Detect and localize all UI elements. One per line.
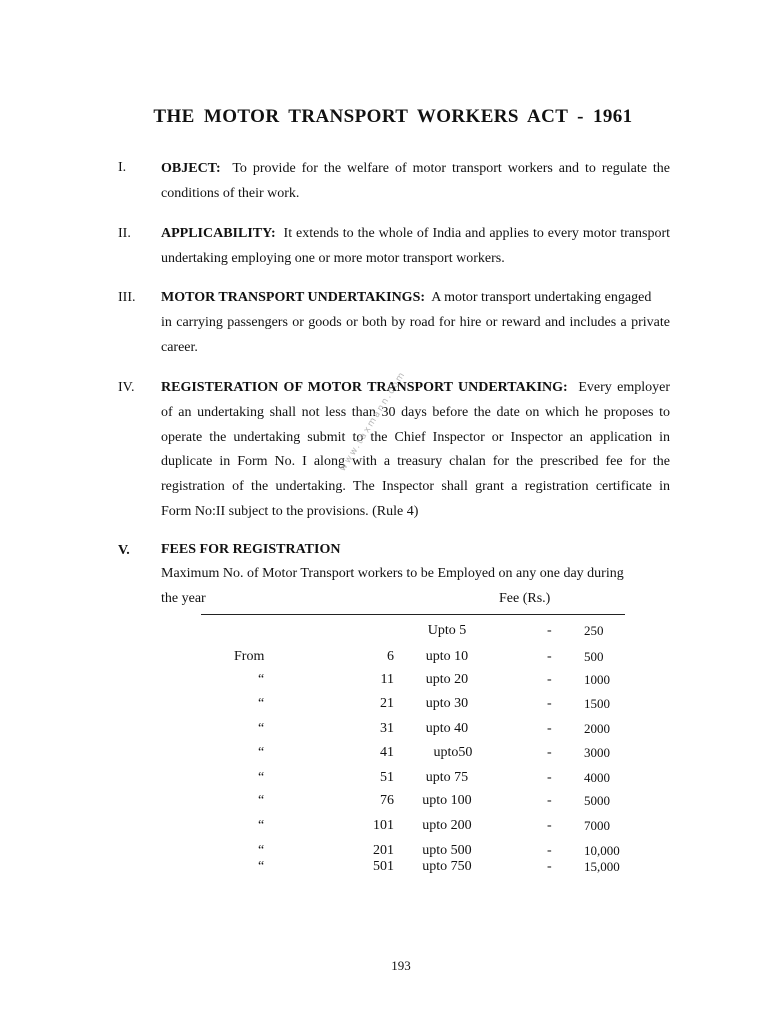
- dash-cell: -: [547, 818, 552, 833]
- dash-cell: -: [547, 843, 552, 858]
- ditto-cell: “: [258, 672, 265, 687]
- table-row: [0, 696, 768, 716]
- upto-cell: upto 100: [422, 793, 472, 808]
- start-cell: 76: [380, 793, 394, 808]
- page-title: THE MOTOR TRANSPORT WORKERS ACT - 1961: [153, 106, 633, 127]
- from-cell: From: [234, 649, 265, 664]
- dash-cell: -: [547, 721, 552, 736]
- section-undertakings: [161, 286, 670, 360]
- section-text-line: duplicate in Form No. I along with a treasury chalan for the prescribed fee for the: [161, 454, 670, 470]
- fees-year-label: the year: [161, 591, 206, 606]
- section-applicability: [161, 222, 670, 272]
- section-text-line: To provide for the welfare of motor transport workers and to regulate the: [232, 161, 670, 176]
- start-cell: 201: [373, 843, 394, 858]
- section-heading: OBJECT:: [161, 161, 221, 176]
- upto-cell: upto 40: [425, 721, 469, 736]
- fee-cell: 500: [584, 649, 604, 664]
- fee-cell: 250: [584, 623, 604, 638]
- section-number: II.: [118, 226, 131, 241]
- table-row: [0, 745, 768, 765]
- dash-cell: -: [547, 672, 552, 687]
- upto-cell: upto 30: [425, 696, 469, 711]
- start-cell: 6: [387, 649, 394, 664]
- start-cell: 11: [380, 672, 394, 687]
- fee-cell: 10,000: [584, 843, 620, 858]
- section-text-line: Every employer: [578, 380, 671, 395]
- table-row: [0, 623, 768, 643]
- fee-cell: 2000: [584, 721, 610, 736]
- fee-cell: 1000: [584, 672, 610, 687]
- upto-cell: upto 20: [425, 672, 469, 687]
- upto-cell: upto 500: [422, 843, 472, 858]
- start-cell: 51: [380, 770, 394, 785]
- dash-cell: -: [547, 745, 552, 760]
- section-text-line: in carrying passengers or goods or both by road for hire or reward and includes a private: [161, 314, 670, 330]
- section-text-line: career.: [161, 339, 198, 355]
- fee-cell: 7000: [584, 818, 610, 833]
- table-row: [0, 721, 768, 741]
- section-heading: APPLICABILITY:: [161, 226, 276, 241]
- section-text-line: registration of the undertaking. The Inspector shall grant a registration certificate in: [161, 479, 670, 495]
- fee-cell: 15,000: [584, 859, 620, 874]
- table-rule: [201, 614, 625, 615]
- section-text-line: of an undertaking shall not less than 30 days before the date on which he proposes to: [161, 404, 670, 420]
- ditto-cell: “: [258, 696, 265, 711]
- watermark: www.taxmann.com: [338, 369, 409, 474]
- section-text-line: undertaking employing one or more motor transport workers.: [161, 250, 505, 266]
- fees-subtitle: Maximum No. of Motor Transport workers to be Employed on any one day during: [161, 566, 624, 581]
- section-text-line: It extends to the whole of India and applies to every motor transport: [283, 226, 671, 241]
- dash-cell: -: [547, 793, 552, 808]
- fee-cell: 1500: [584, 696, 610, 711]
- upto-cell: upto 750: [422, 859, 472, 874]
- ditto-cell: “: [258, 745, 265, 760]
- section-text-line: conditions of their work.: [161, 185, 300, 201]
- section-number: V.: [118, 543, 130, 558]
- start-cell: 501: [373, 859, 394, 874]
- table-row: [0, 672, 768, 692]
- upto-cell: upto50: [433, 745, 473, 760]
- fee-cell: 4000: [584, 770, 610, 785]
- table-row: [0, 818, 768, 838]
- section-registration: [161, 376, 670, 525]
- table-row: [0, 859, 768, 879]
- fee-cell: 3000: [584, 745, 610, 760]
- ditto-cell: “: [258, 818, 265, 833]
- dash-cell: -: [547, 859, 552, 874]
- table-row: [0, 793, 768, 813]
- upto-cell: upto 200: [422, 818, 472, 833]
- section-text-line: operate the undertaking submit to the Chief Inspector or Inspector an application in: [161, 429, 670, 445]
- section-heading: REGISTERATION OF MOTOR TRANSPORT UNDERTAKING:: [161, 380, 568, 395]
- fee-cell: 5000: [584, 793, 610, 808]
- start-cell: 21: [380, 696, 394, 711]
- dash-cell: -: [547, 770, 552, 785]
- section-number: IV.: [118, 380, 135, 395]
- section-heading: MOTOR TRANSPORT UNDERTAKINGS:: [161, 290, 426, 305]
- start-cell: 41: [380, 745, 394, 760]
- start-cell: 101: [373, 818, 394, 833]
- ditto-cell: “: [258, 843, 265, 858]
- section-number: III.: [118, 290, 136, 305]
- ditto-cell: “: [258, 859, 265, 874]
- ditto-cell: “: [258, 721, 265, 736]
- fees-column-header: Fee (Rs.): [499, 591, 551, 606]
- section-heading: FEES FOR REGISTRATION: [161, 542, 341, 557]
- section-number: I.: [118, 160, 127, 175]
- upto-cell: Upto 5: [427, 623, 467, 638]
- upto-cell: upto 10: [425, 649, 469, 664]
- dash-cell: -: [547, 696, 552, 711]
- table-row: [0, 649, 768, 669]
- dash-cell: -: [547, 649, 552, 664]
- upto-cell: upto 75: [425, 770, 469, 785]
- ditto-cell: “: [258, 793, 265, 808]
- start-cell: 31: [380, 721, 394, 736]
- section-object: [161, 157, 670, 207]
- ditto-cell: “: [258, 770, 265, 785]
- section-text-line: Form No:II subject to the provisions. (Rule 4): [161, 503, 419, 519]
- section-text-line: A motor transport undertaking engaged: [431, 290, 652, 305]
- dash-cell: -: [547, 623, 552, 638]
- page-number: 193: [391, 958, 411, 973]
- table-row: [0, 770, 768, 790]
